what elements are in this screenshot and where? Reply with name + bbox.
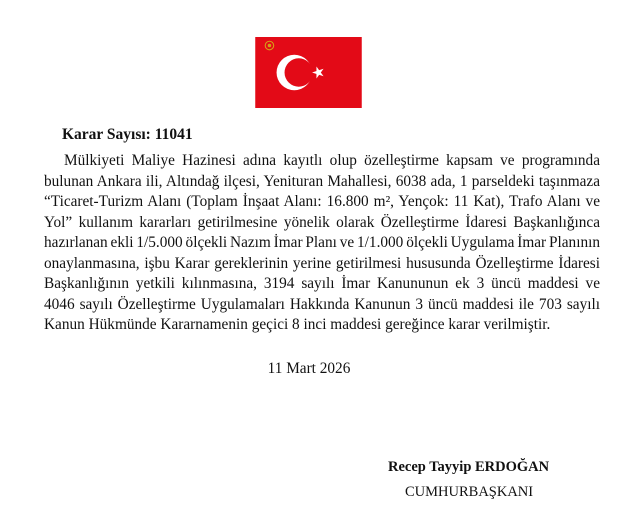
- body-line: Başkanlığının yetkili kılınmasına, 3194 sayılı İmar Kanununun ek 3 üncü maddesi ve: [44, 275, 600, 292]
- decision-date: 11 Mart 2026: [267, 360, 351, 377]
- body-line: “Ticaret-Turizm Alanı (Toplam İnşaat Alanı: 16.800 m², Yençok: 11 Kat), Trafo Alanı ve: [44, 193, 600, 210]
- turkish-flag-icon: [255, 37, 362, 108]
- signer-title: CUMHURBAŞKANI: [405, 484, 534, 500]
- body-line: Mülkiyeti Maliye Hazinesi adına kayıtlı olup özelleştirme kapsam ve programında: [64, 152, 600, 169]
- body-line: 4046 sayılı Özelleştirme Uygulamaları Hakkında Kanunun 3 üncü maddesi ile 703 sayılı: [44, 295, 600, 313]
- body-line: hazırlanan ekli 1/5.000 ölçekli Nazım İmar Planı ve 1/1.000 ölçekli Uygulama İmar Planının: [44, 234, 600, 251]
- decision-body: [44, 151, 600, 336]
- body-line: bulunan Ankara ili, Altındağ ilçesi, Yenituran Mahallesi, 6038 ada, 1 parseldeki taşınmaza: [44, 172, 600, 190]
- decision-number: Karar Sayısı: 11041: [62, 126, 193, 143]
- body-line: Yol” kullanım kararları getirilmesine yönelik olarak Özelleştirme İdaresi Başkanlığınca: [44, 213, 600, 231]
- body-line: onaylanmasına, işbu Karar gereklerinin yerine getirilmesi hususunda Özelleştirme İdaresi: [44, 254, 600, 272]
- signer-name: Recep Tayyip ERDOĞAN: [388, 459, 550, 475]
- body-line: Kanun Hükmünde Kararnamenin geçici 8 inci maddesi gereğince karar verilmiştir.: [44, 316, 551, 333]
